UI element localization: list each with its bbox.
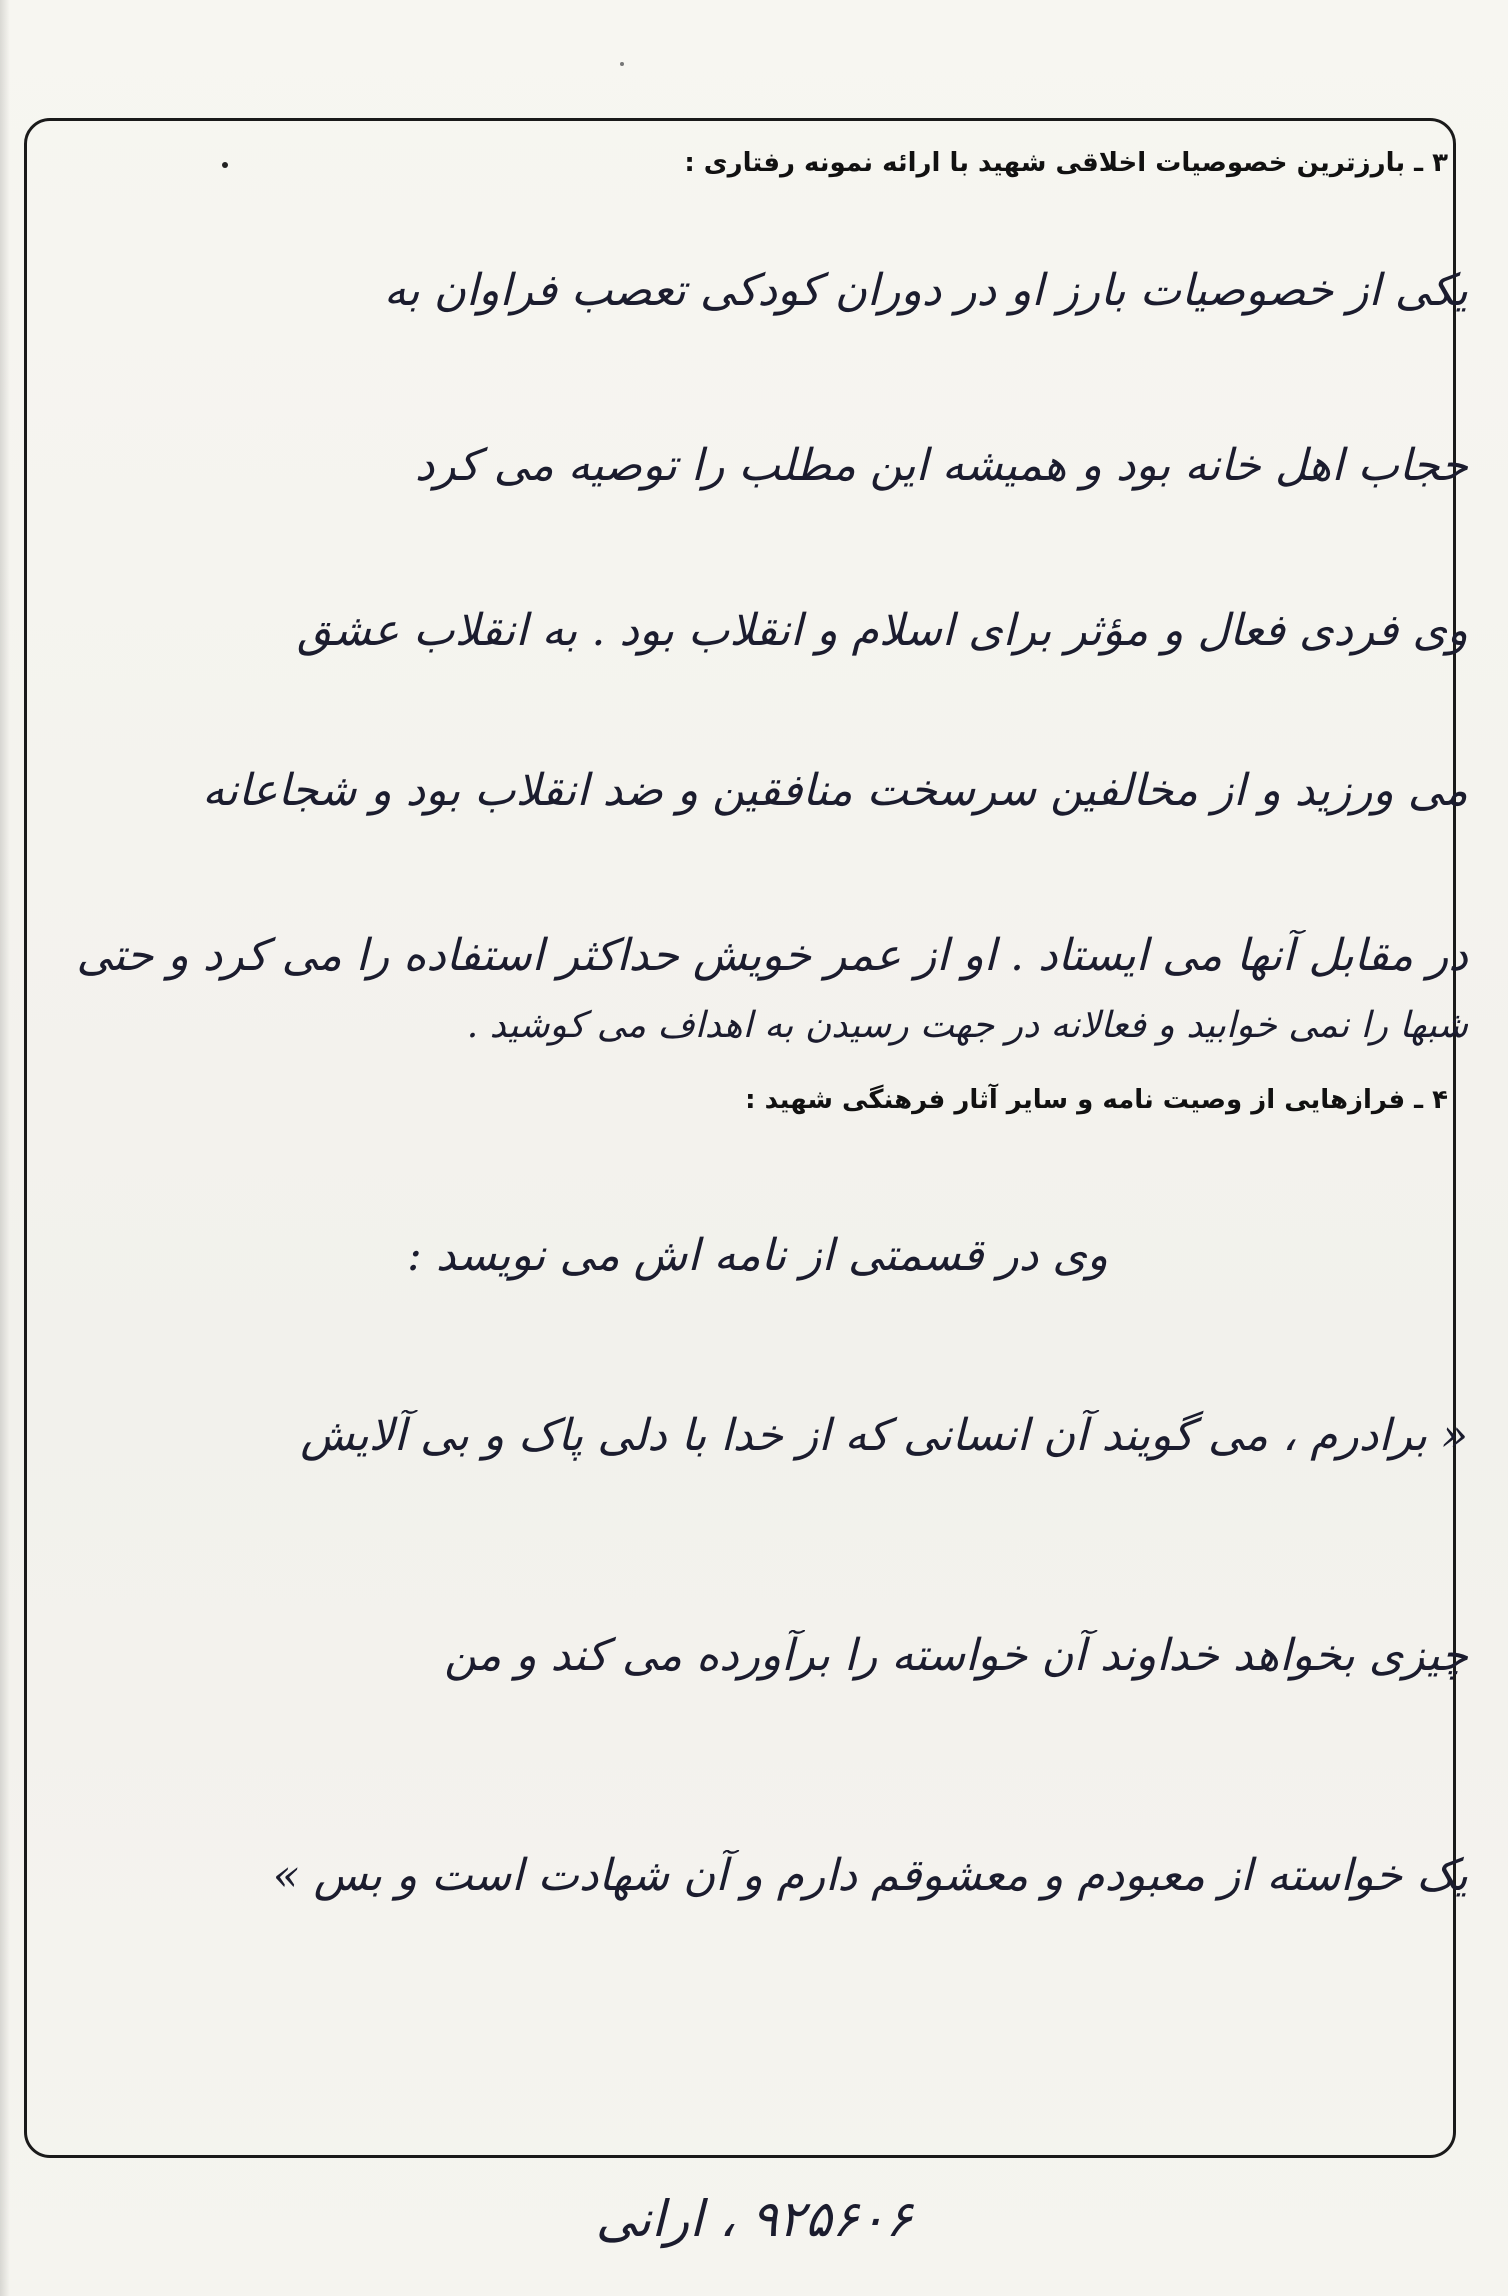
handwritten-line: یکی از خصوصیات بارز او در دوران کودکی تعصب فراوان به (383, 265, 1468, 316)
handwritten-line: یک خواسته از معبودم و معشوقم دارم و آن شهادت است و بس » (272, 1850, 1468, 1901)
ink-speck (620, 62, 624, 66)
handwritten-line: حجاب اهل خانه بود و همیشه این مطلب را توصیه می کرد (414, 440, 1468, 491)
section-3-heading: ۳ ـ بارزترین خصوصیات اخلاقی شهید با ارائه نمونه رفتاری : (684, 148, 1448, 178)
footer-handwritten-note: ۹۲۵۶۰۶ ، ارانی (595, 2190, 913, 2248)
section-4-heading: ۴ ـ فرازهایی از وصیت نامه و سایر آثار فرهنگی شهید : (745, 1085, 1448, 1115)
handwritten-line: می ورزید و از مخالفین سرسخت منافقین و ضد انقلاب بود و شجاعانه (202, 765, 1468, 816)
page-edge-shadow (0, 0, 10, 2296)
handwritten-line: در مقابل آنها می ایستاد . او از عمر خویش حداکثر استفاده را می کرد و حتی (76, 930, 1468, 981)
handwritten-line: شبها را نمی خوابید و فعالانه در جهت رسیدن به اهداف می کوشید . (466, 1005, 1468, 1046)
handwritten-line: وی فردی فعال و مؤثر برای اسلام و انقلاب بود . به انقلاب عشق (297, 605, 1468, 656)
handwritten-line: وی در قسمتی از نامه اش می نویسد : (407, 1230, 1108, 1281)
handwritten-line: چیزی بخواهد خداوند آن خواسته را برآورده می کند و من (444, 1630, 1468, 1681)
handwritten-line: « برادرم ، می گویند آن انسانی که از خدا با دلی پاک و بی آلایش (300, 1410, 1468, 1461)
